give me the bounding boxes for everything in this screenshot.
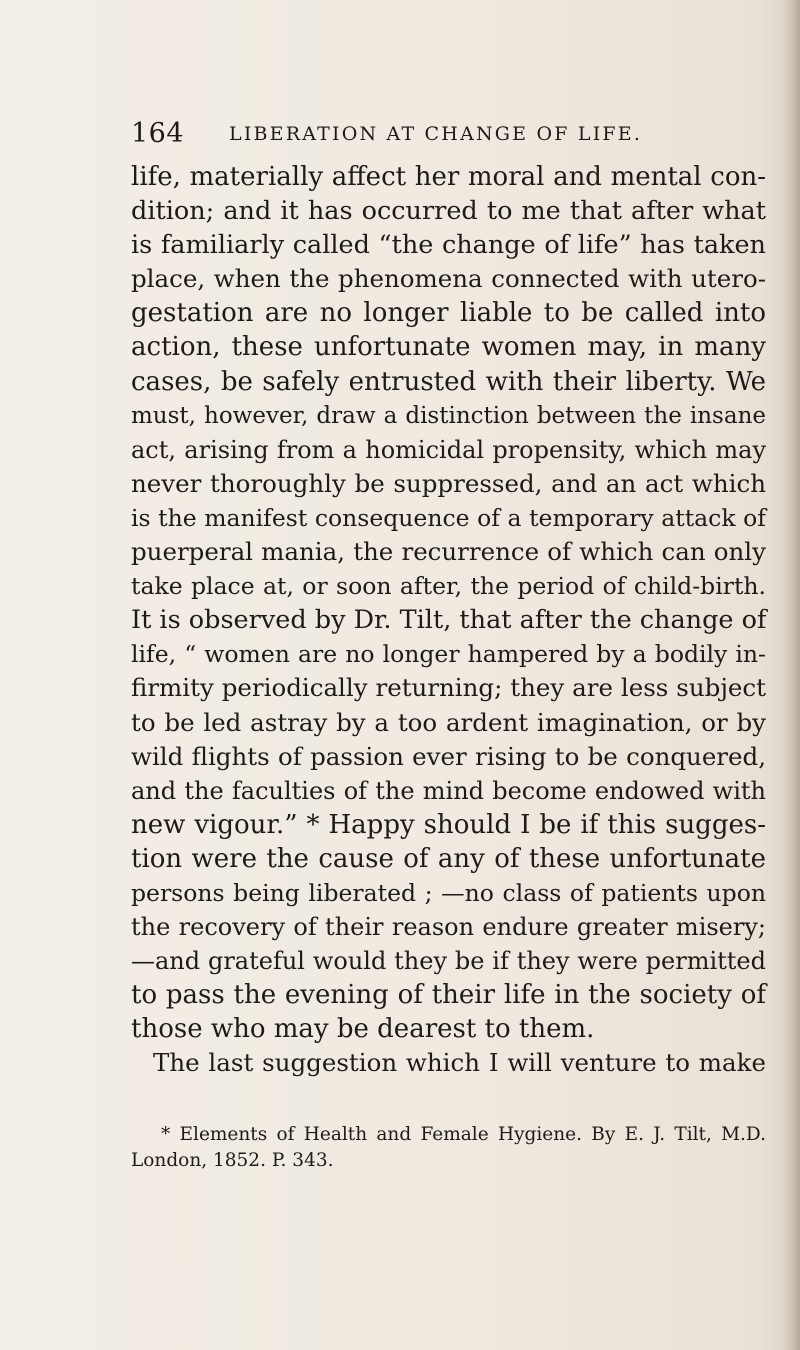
text-line: is familiarly called “the change of life” has taken — [131, 230, 766, 261]
text-line: the recovery of their reason endure greater misery; — [131, 913, 766, 942]
text-line: never thoroughly be suppressed, and an act which — [131, 468, 766, 498]
running-head: LIBERATION AT CHANGE OF LIFE. — [229, 123, 643, 145]
paragraph-end-line: those who may be dearest to them. — [131, 1014, 595, 1045]
page-header — [131, 118, 771, 152]
text-line: It is observed by Dr. Tilt, that after the change of — [131, 605, 767, 636]
text-line: persons being liberated ; —no class of patients upon — [131, 878, 766, 907]
text-line: gestation are no longer liable to be called into — [131, 298, 766, 329]
text-line: action, these unfortunate women may, in many — [131, 332, 766, 363]
text-line: —and grateful would they be if they were permitted — [131, 947, 766, 976]
text-line: must, however, draw a distinction between the insane — [131, 402, 766, 429]
text-line: cases, be safely entrusted with their liberty. We — [131, 366, 766, 397]
text-line: to pass the evening of their life in the society of — [131, 980, 766, 1011]
text-line: wild flights of passion ever rising to be conquered, — [131, 741, 766, 771]
text-line: is the manifest consequence of a temporary attack of — [131, 503, 766, 532]
text-line: place, when the phenomena connected with utero- — [131, 264, 766, 294]
page-edge-shadow — [782, 0, 800, 1350]
text-line: and the faculties of the mind become endowed with — [131, 776, 766, 805]
paragraph-start-line: The last suggestion which I will venture to make — [153, 1048, 766, 1078]
text-line: to be led astray by a too ardent imagination, or by — [131, 707, 766, 737]
text-line: new vigour.” * Happy should I be if this sugges- — [131, 809, 766, 840]
footnote — [131, 1122, 766, 1174]
text-line: tion were the cause of any of these unfortunate — [131, 843, 766, 874]
page-number: 164 — [131, 118, 185, 149]
text-line: firmity periodically returning; they are less subject — [131, 673, 766, 703]
text-line: take place at, or soon after, the period of child-birth. — [131, 572, 766, 601]
text-line: puerperal mania, the recurrence of which can only — [131, 537, 766, 567]
footnote-line: * Elements of Health and Female Hygiene. By E. J. Tilt, M.D. — [161, 1124, 766, 1145]
text-line: dition; and it has occurred to me that after what — [131, 196, 766, 227]
footnote-line: London, 1852. P. 343. — [131, 1150, 334, 1171]
text-line: life, materially affect her moral and mental con- — [131, 162, 766, 192]
body-text — [131, 160, 766, 1081]
text-line: act, arising from a homicidal propensity, which may — [131, 435, 766, 464]
text-line: life, “ women are no longer hampered by a bodily in- — [131, 640, 766, 669]
